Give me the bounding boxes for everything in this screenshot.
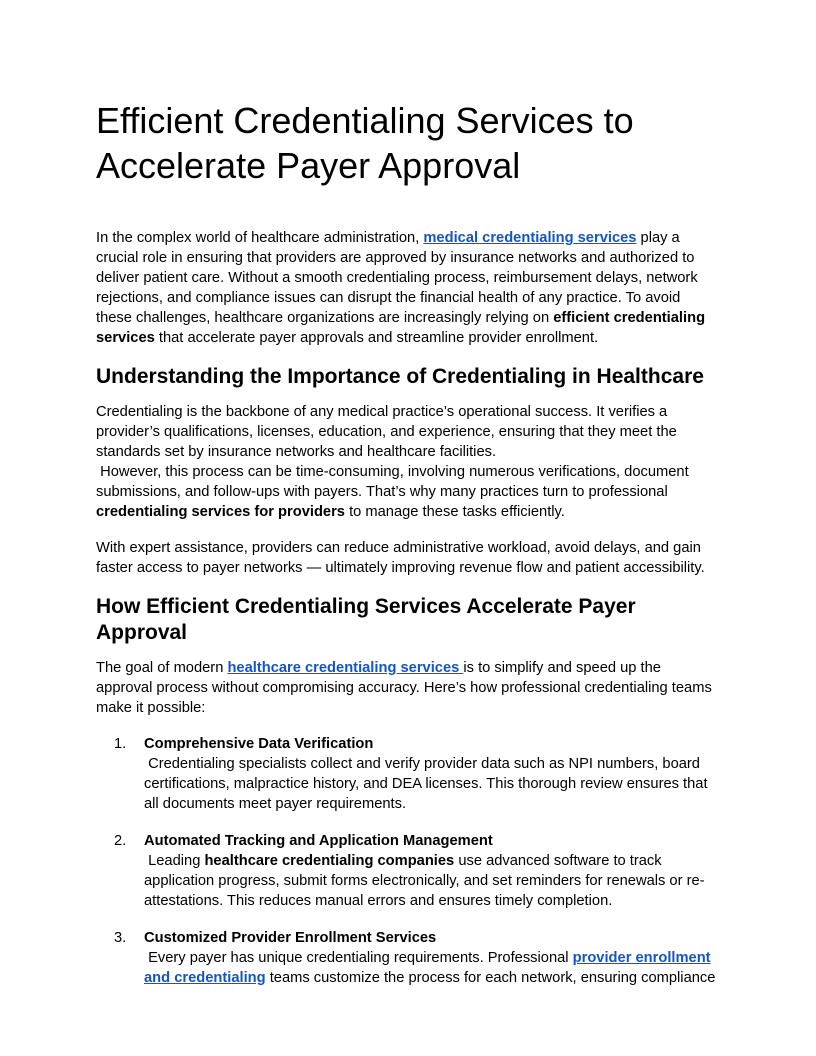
heading-understanding-importance: Understanding the Importance of Credentialing in Healthcare (96, 365, 704, 388)
sec1-text-3: to manage these tasks efficiently. (344, 504, 565, 520)
list-item-1-body: Credentialing specialists collect and verify provider data such as NPI numbers, board certifications, malpractice history, and DEA licenses. This thorough review ensures that all documents meet payer requirements. (144, 756, 712, 812)
sec2-text-1: The goal of modern (96, 660, 228, 676)
sec1-text-1: Credentialing is the backbone of any medical practice’s operational success. It verifies a provider’s qualifications, licenses, education, and experience, ensuring that they meet the standards set by insurance networks and healthcare facilities. (96, 404, 677, 460)
list-item-2-body-2: use advanced software to track application progress, submit forms electronically, and set reminders for renewals or re-attestations. This reduces manual errors and ensures timely completion. (144, 853, 705, 909)
list-item-1-number: 1. (114, 736, 127, 752)
title-line-2: Accelerate Payer Approval (96, 145, 521, 186)
sec2-text-2: is to simplify and speed up the approval process without compromising accuracy. Here’s how professional credentialing teams make it possible: (96, 660, 712, 716)
list-item-1-title: Comprehensive Data Verification (144, 736, 374, 752)
list-item-2-bold-phrase: healthcare credentialing companies (204, 853, 455, 869)
intro-bold-phrase: efficient credentialing services (96, 310, 706, 346)
sec1-text-2: However, this process can be time-consuming, involving numerous verifications, document submissions, and follow-ups with payers. That’s why many practices turn to professional (96, 464, 693, 500)
intro-text-1: In the complex world of healthcare administration, (96, 230, 424, 246)
intro-paragraph (96, 228, 720, 348)
intro-text-3: that accelerate payer approvals and streamline provider enrollment. (154, 330, 599, 346)
list-item-data-verification (96, 734, 720, 814)
link-healthcare-credentialing-services[interactable]: healthcare credentialing services (227, 660, 464, 676)
link-provider-enrollment-and-credentialing[interactable]: provider enrollment and credentialing (144, 950, 711, 986)
title-line-1: Efficient Credentialing Services to (96, 100, 634, 141)
credentialing-steps-list (96, 734, 720, 988)
sec2-intro-paragraph (96, 658, 720, 718)
intro-text-2: play a crucial role in ensuring that providers are approved by insurance networks and authorized to deliver patient care. Without a smooth credentialing process, reimbursement delays, network rejections, and compliance issues can disrupt the financial health of any practice. To avoid these challenges, healthcare organizations are increasingly relying on (96, 230, 698, 326)
list-item-3-title: Customized Provider Enrollment Services (144, 930, 437, 946)
list-item-2-body-1: Leading (144, 853, 205, 869)
sec1-bold-phrase: credentialing services for providers (96, 504, 345, 520)
sec1-paragraph-2: With expert assistance, providers can reduce administrative workload, avoid delays, and gain faster access to payer networks — ultimately improving revenue flow and patient accessibility. (96, 540, 705, 576)
list-item-automated-tracking (96, 831, 720, 911)
heading-how-services-accelerate: How Efficient Credentialing Services Accelerate Payer Approval (96, 595, 636, 644)
document-title (96, 98, 720, 188)
list-item-customized-enrollment (96, 928, 720, 988)
link-medical-credentialing-services[interactable]: medical credentialing services (423, 230, 637, 246)
list-item-2-number: 2. (114, 833, 127, 849)
list-item-2-title: Automated Tracking and Application Management (144, 833, 493, 849)
list-item-3-number: 3. (114, 930, 127, 946)
list-item-3-body-2: teams customize the process for each network, ensuring compliance (265, 970, 716, 986)
sec1-paragraph-1 (96, 402, 720, 522)
list-item-3-body-1: Every payer has unique credentialing requirements. Professional (144, 950, 573, 966)
